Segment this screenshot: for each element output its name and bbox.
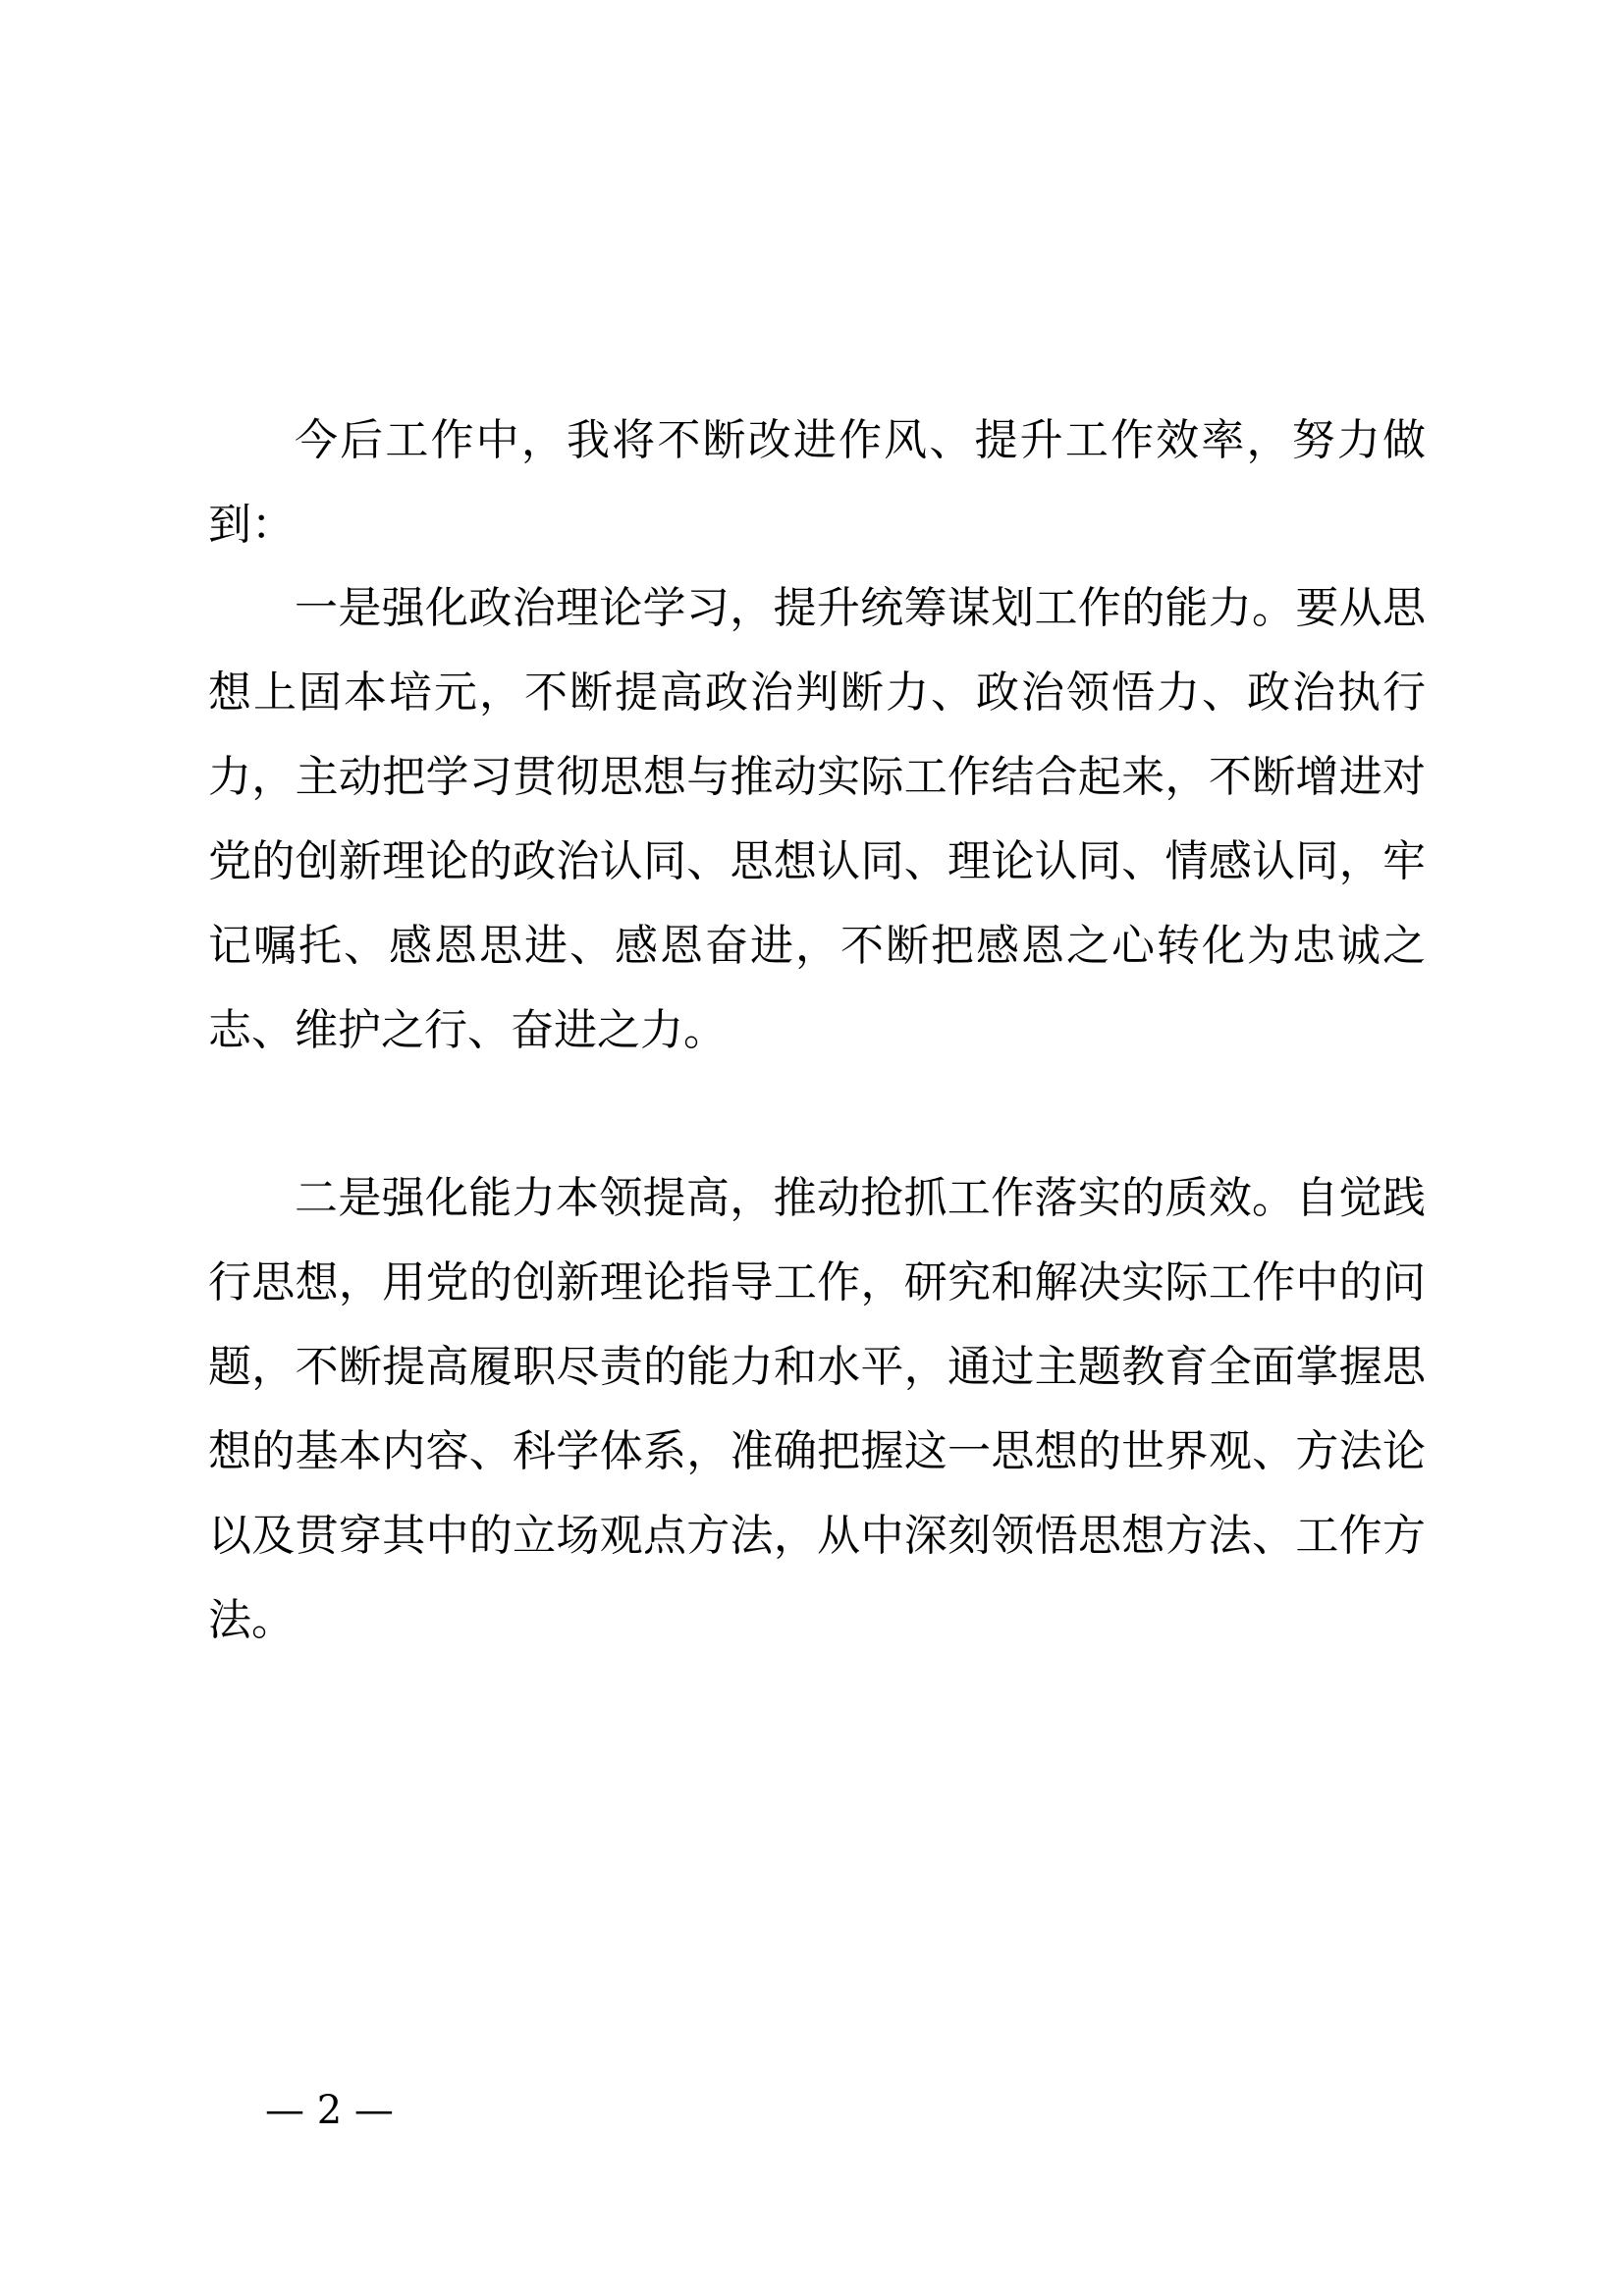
page-number: — 2 — bbox=[265, 2088, 394, 2133]
paragraph-intro: 今后工作中，我将不断改进作风、提升工作效率，努力做到： bbox=[208, 415, 1426, 550]
paragraph-point-one: 一是强化政治理论学习，提升统筹谋划工作的能力。要从思想上固本培元，不断提高政治判断力、政治领悟力、政治执行力，主动把学习贯彻思想与推动实际工作结合起来，不断增进对党的创新理论的政治认同、思想认同、理论认同、情感认同，牢记嘱托、感恩思进、感恩奋进，不断把感恩之心转化为忠诚之志、维护之行、奋进之力。 bbox=[208, 583, 1426, 1055]
paragraph-point-two: 二是强化能力本领提高，推动抢抓工作落实的质效。自觉践行思想，用党的创新理论指导工作，研究和解决实际工作中的问题，不断提高履职尽责的能力和水平，通过主题教育全面掌握思想的基本内容、科学体系，准确把握这一思想的世界观、方法论以及贯穿其中的立场观点方法，从中深刻领悟思想方法、工作方法。 bbox=[208, 1173, 1426, 1645]
